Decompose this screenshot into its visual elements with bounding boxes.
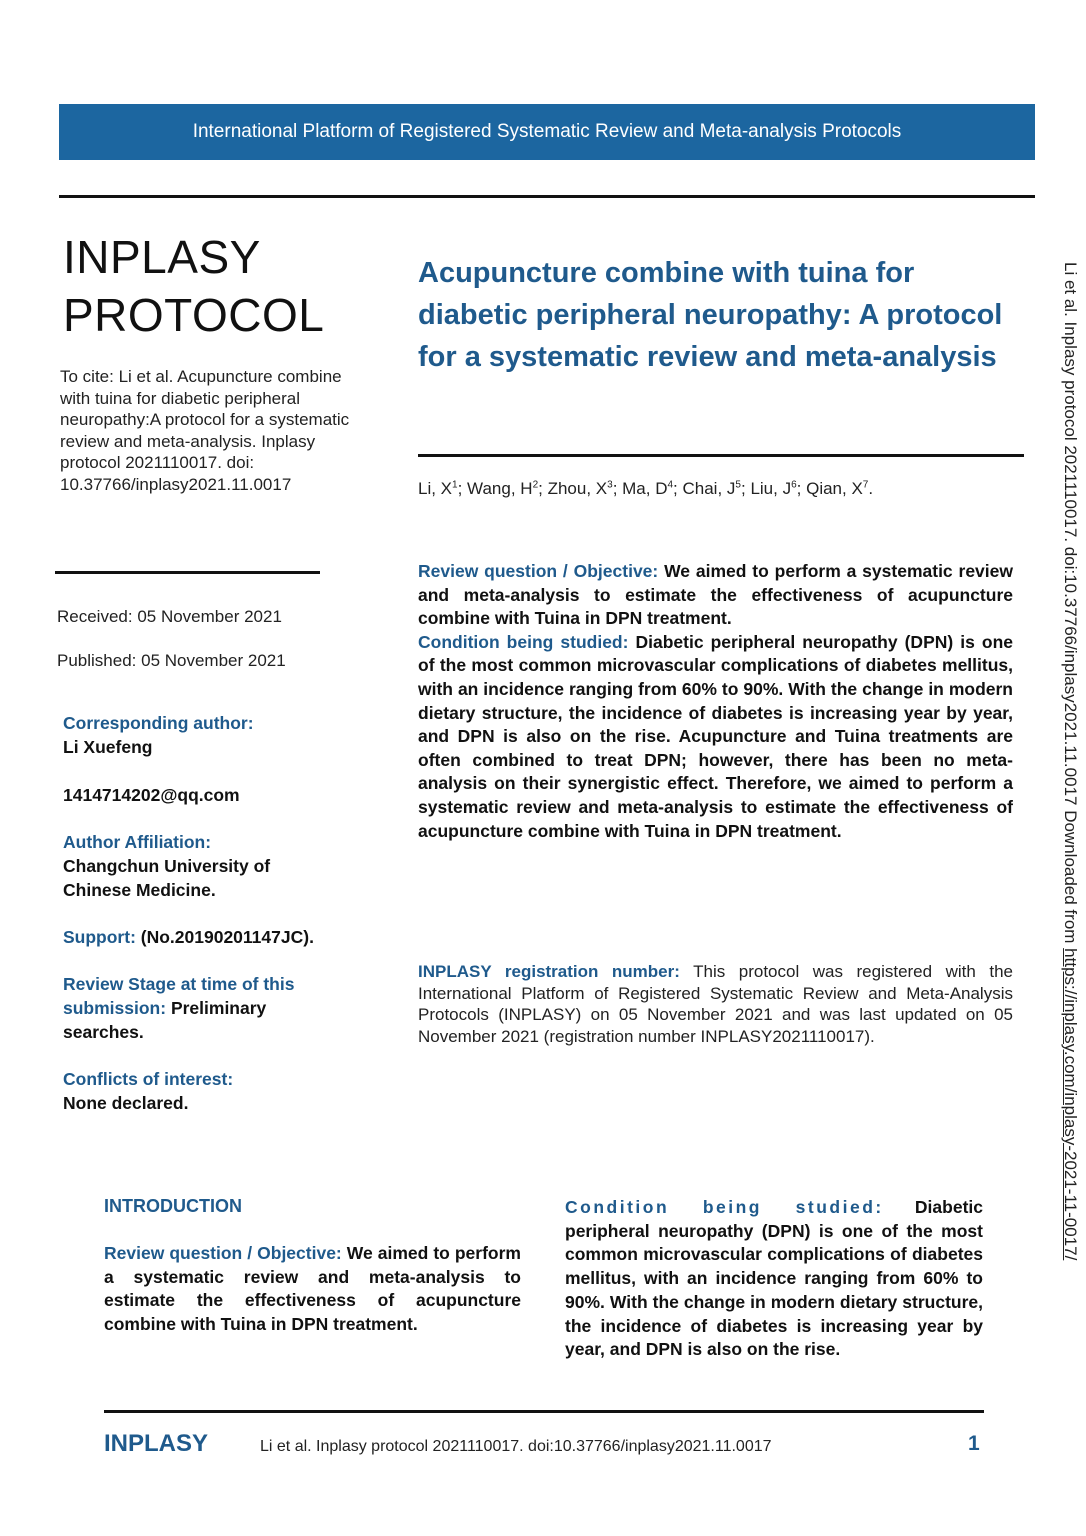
introduction-heading: INTRODUCTION — [104, 1196, 242, 1216]
affiliation-label: Author Affiliation: — [63, 832, 212, 852]
author-affiliation-number: 4 — [667, 479, 674, 491]
registration-block — [418, 961, 1013, 1047]
banner-text: International Platform of Registered Systematic Review and Meta-analysis Protocols — [192, 121, 902, 142]
author-separator: . — [868, 479, 874, 498]
author-affiliation-number: 6 — [791, 479, 797, 491]
support-block — [63, 925, 363, 949]
abstract-review-question — [418, 560, 1013, 631]
abstract-review-label: Review question / Objective: — [418, 561, 659, 581]
received-date: Received: 05 November 2021 — [57, 607, 282, 626]
cite-rule — [55, 571, 320, 574]
intro-condition — [565, 1196, 983, 1384]
registration-text: This protocol was registered with the International Platform of Registered Systematic Review and Meta-Analysis Protocols (INPLASY) on 05 November 2021 and was last updated on 05 November 2021 (registration number INPLASY2021110017). — [418, 962, 1013, 1046]
review-stage-value: Preliminary searches. — [63, 998, 267, 1042]
author-affiliation-number: 2 — [532, 479, 539, 491]
vertical-note-text: Li et al. Inplasy protocol 2021110017. doi:10.37766/inplasy2021.11.0017 Downloaded from — [1061, 262, 1080, 949]
intro-review-label: Review question / Objective: — [104, 1243, 342, 1263]
corresponding-author-block — [63, 711, 363, 759]
top-rule — [59, 195, 1035, 198]
protocol-brand — [63, 228, 324, 344]
author-separator: ; — [612, 479, 623, 498]
conflicts-label: Conflicts of interest: — [63, 1069, 234, 1089]
footer-brand: INPLASY — [104, 1430, 209, 1457]
conflicts-value: None declared. — [63, 1093, 189, 1113]
abstract-condition-label: Condition being studied: — [418, 631, 629, 652]
abstract-review-text: We aimed to perform a systematic review and meta-analysis to estimate the effectiveness of acupuncture combine with Tuina in DPN treatment. — [418, 561, 1013, 629]
intro-review-text: We aimed to perform a systematic review and meta-analysis to estimate the effectiveness of acupuncture combine with Tuina in DPN treatment. — [104, 1243, 521, 1335]
author-separator: ; — [740, 479, 751, 498]
author-name: Li, X — [418, 479, 453, 498]
paper-title: Acupuncture combine with tuina for diabetic peripheral neuropathy: A protocol for a systematic review and meta-analysis — [418, 257, 1003, 373]
published-date: Published: 05 November 2021 — [57, 651, 286, 670]
intro-review-question — [104, 1242, 521, 1337]
brand-line-2: PROTOCOL — [63, 289, 325, 341]
page-number: 1 — [968, 1432, 980, 1455]
author-entry — [467, 479, 548, 498]
corresponding-author-name: Li Xuefeng — [63, 737, 153, 757]
corresponding-author-label: Corresponding author: — [63, 713, 254, 733]
footer-rule — [104, 1410, 984, 1413]
author-entry — [418, 479, 467, 498]
author-name: Liu, J — [750, 479, 792, 498]
author-entry — [750, 479, 806, 498]
author-name: Ma, D — [622, 479, 668, 498]
author-affiliation-number: 3 — [607, 479, 613, 491]
intro-condition-label: Condition being studied: — [565, 1197, 884, 1217]
vertical-download-note — [1054, 262, 1080, 1362]
affiliation-block — [63, 830, 323, 902]
author-entry — [683, 479, 751, 498]
author-list — [418, 479, 873, 499]
brand-line-1: INPLASY — [63, 231, 261, 283]
author-affiliation-number: 7 — [862, 479, 869, 491]
download-link[interactable]: https://inplasy.com/inplasy-2021-11-0017/ — [1061, 948, 1080, 1261]
abstract — [418, 560, 1013, 843]
review-stage-block — [63, 972, 343, 1044]
registration-label: INPLASY registration number: — [418, 962, 680, 981]
author-name: Wang, H — [467, 479, 533, 498]
support-value: (No.20190201147JC). — [135, 927, 314, 947]
author-name: Zhou, X — [547, 479, 608, 498]
author-entry — [548, 479, 623, 498]
author-separator: ; — [457, 479, 468, 498]
title-rule — [418, 454, 1024, 457]
citation-text: To cite: Li et al. Acupuncture combine with tuina for diabetic peripheral neuropathy:A protocol for a systematic review and meta-analysis. Inplasy protocol 2021110017. doi: 10.37766/inplasy2021.11.0017 — [60, 367, 350, 494]
support-label: Support: — [63, 927, 136, 947]
abstract-condition-text: Diabetic peripheral neuropathy (DPN) is one of the most common microvascular complications of diabetes mellitus, with an incidence ranging from 60% to 90%. With the change in modern dietary structure, the incidence of diabetes is increasing year by year, and DPN is also on the rise. Acupuncture and Tuina treatments are often combined to treat DPN; however, there has been no meta-analysis on their synergistic effect. Therefore, we aimed to perform a systematic review and meta-analysis to estimate the effectiveness of acupuncture combine with Tuina in DPN treatment. — [418, 631, 1013, 841]
abstract-condition — [418, 631, 1013, 843]
conflicts-block — [63, 1067, 363, 1115]
author-affiliation-number: 5 — [735, 479, 741, 491]
intro-condition-text: Diabetic peripheral neuropathy (DPN) is one of the most common microvascular complications of diabetes mellitus, with an incidence ranging from 60% to 90%. With the change in modern dietary structure, the incidence of diabetes is increasing year by year, and DPN is also on the rise. — [565, 1197, 983, 1360]
affiliation-value: Changchun University of Chinese Medicine. — [63, 856, 271, 900]
author-entry — [622, 479, 682, 498]
author-name: Qian, X — [806, 479, 863, 498]
author-separator: ; — [538, 479, 548, 498]
author-separator: ; — [673, 479, 683, 498]
author-separator: ; — [796, 479, 807, 498]
journal-banner — [59, 104, 1035, 160]
review-stage-label: Review Stage at time of this submission: — [63, 974, 295, 1018]
author-affiliation-number: 1 — [452, 479, 458, 491]
author-entry — [806, 479, 873, 498]
author-name: Chai, J — [682, 479, 736, 498]
footer-citation: Li et al. Inplasy protocol 2021110017. doi:10.37766/inplasy2021.11.0017 — [260, 1438, 772, 1455]
author-email[interactable]: 1414714202@qq.com — [63, 785, 240, 805]
